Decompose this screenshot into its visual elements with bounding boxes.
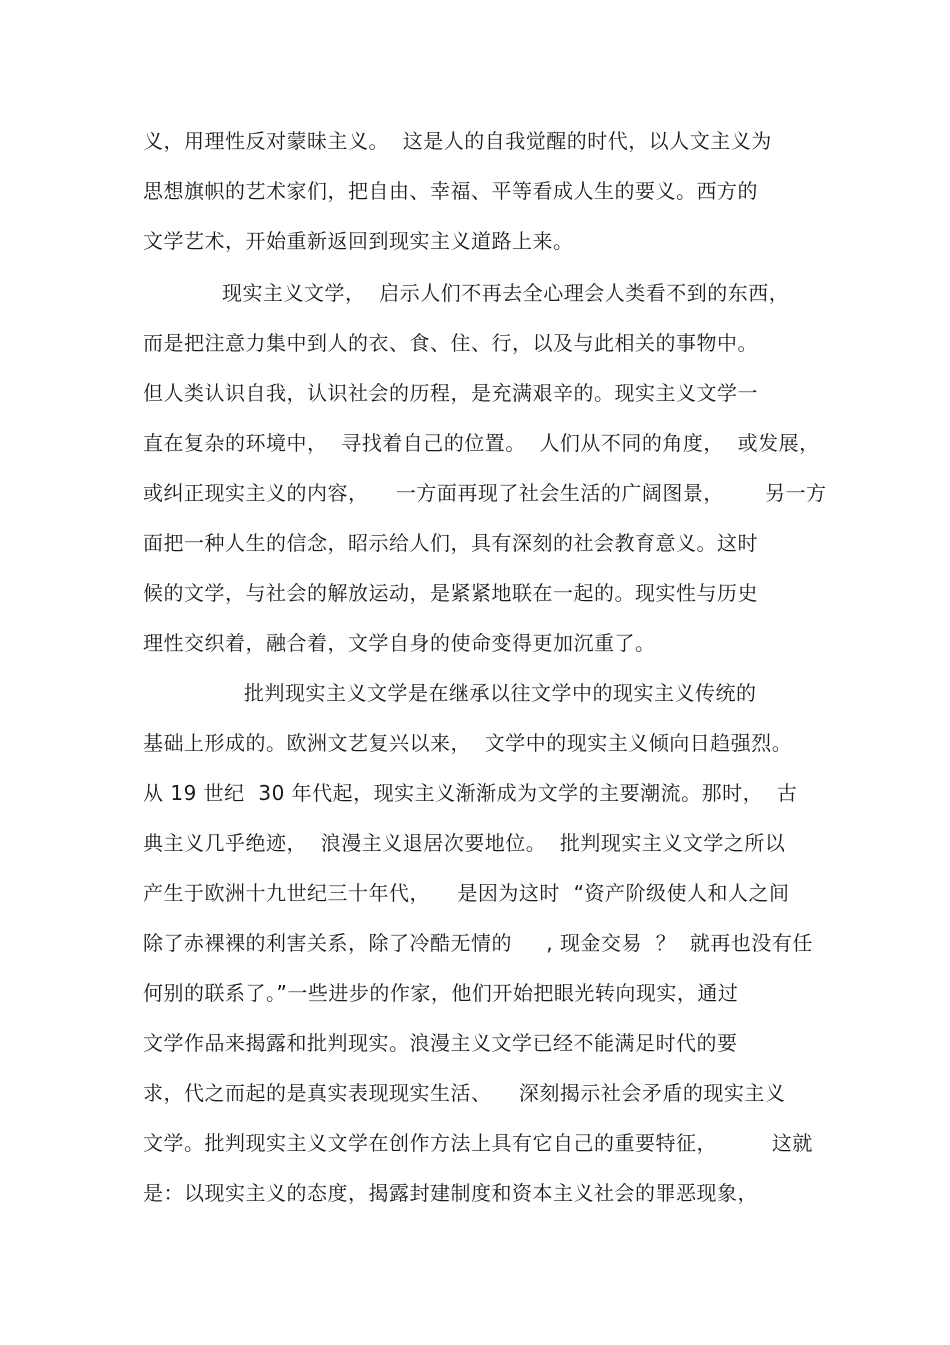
text-line: 候的文学，与社会的解放运动，是紧紧地联在一起的。现实性与历史 xyxy=(143,581,758,605)
text-line: 或纠正现实主义的内容， 一方面再现了社会生活的广阔图景， 另一方 xyxy=(143,481,827,505)
text-line: 除了赤裸裸的利害关系，除了冷酷无情的 , 现金交易 ？ 就再也没有任 xyxy=(143,931,813,955)
text-line: 而是把注意力集中到人的衣、食、住、行，以及与此相关的事物中。 xyxy=(143,331,758,355)
text-line: 何别的联系了。”一些进步的作家，他们开始把眼光转向现实，通过 xyxy=(143,981,739,1005)
text-line: 文学艺术，开始重新返回到现实主义道路上来。 xyxy=(143,229,574,253)
text-line: 文学作品来揭露和批判现实。浪漫主义文学已经不能满足时代的要 xyxy=(143,1031,738,1055)
text-line: 义，用理性反对蒙昧主义。 这是人的自我觉醒的时代，以人文主义为 xyxy=(143,129,772,153)
paragraph-start-line: 批判现实主义文学是在继承以往文学中的现实主义传统的 xyxy=(244,681,757,705)
text-line: 产生于欧洲十九世纪三十年代， 是因为这时 “资产阶级使人和人之间 xyxy=(143,881,790,905)
text-line: 理性交织着，融合着，文学自身的使命变得更加沉重了。 xyxy=(143,631,656,655)
text-line: 思想旗帜的艺术家们，把自由、幸福、平等看成人生的要义。西方的 xyxy=(143,179,758,203)
text-line: 直在复杂的环境中， 寻找着自己的位置。 人们从不同的角度， 或发展， xyxy=(143,431,820,455)
text-line: 典主义几乎绝迹， 浪漫主义退居次要地位。 批判现实主义文学之所以 xyxy=(143,831,786,855)
text-line: 求，代之而起的是真实表现现实生活、 深刻揭示社会矛盾的现实主义 xyxy=(143,1081,786,1105)
text-line: 从 19 世纪 30 年代起，现实主义渐渐成为文学的主要潮流。那时， 古 xyxy=(143,781,798,805)
paragraph-start-line: 现实主义文学， 启示人们不再去全心理会人类看不到的东西， xyxy=(222,281,790,305)
text-line: 基础上形成的。欧洲文艺复兴以来， 文学中的现实主义倾向日趋强烈。 xyxy=(143,731,793,755)
text-line: 但人类认识自我，认识社会的历程，是充满艰辛的。现实主义文学一 xyxy=(143,381,758,405)
text-line: 是：以现实主义的态度，揭露封建制度和资本主义社会的罪恶现象， xyxy=(143,1181,758,1205)
text-line: 文学。批判现实主义文学在创作方法上具有它自己的重要特征， 这就 xyxy=(143,1131,813,1155)
text-line: 面把一种人生的信念，昭示给人们，具有深刻的社会教育意义。这时 xyxy=(143,531,758,555)
